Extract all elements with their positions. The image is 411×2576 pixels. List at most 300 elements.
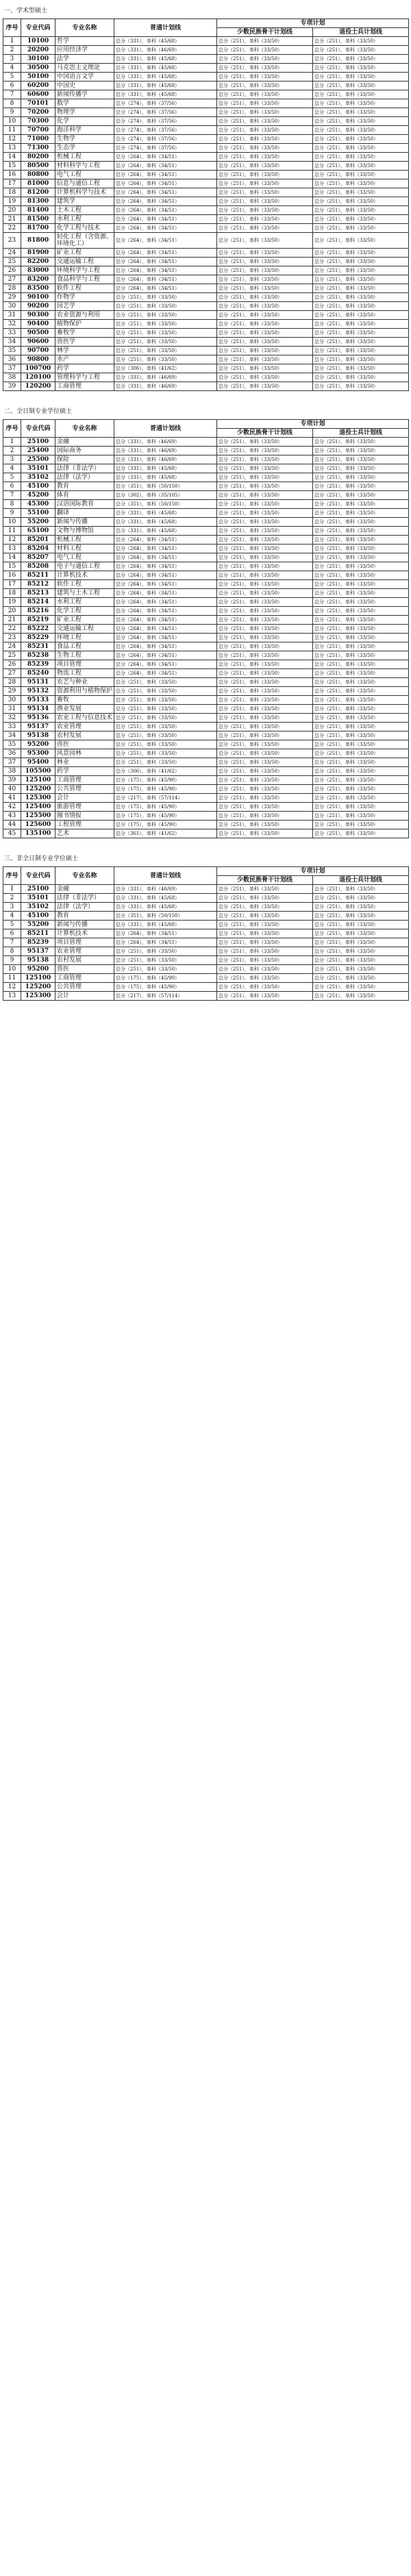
table-row	[3, 992, 409, 1001]
cell-soldier-line: 总分（251），单科（33/50）	[313, 518, 409, 527]
cell-minority-line: 总分（251），单科（33/50）	[217, 527, 313, 536]
cell-seq: 4	[3, 912, 21, 921]
cell-general-line: 总分（251），单科（33/50）	[114, 696, 217, 705]
cell-general-line: 总分（331），单科（46/69）	[114, 382, 217, 391]
cell-seq: 11	[3, 527, 21, 536]
cell-minority-line: 总分（251），单科（33/50）	[217, 965, 313, 974]
table-row	[3, 705, 409, 714]
table-row	[3, 965, 409, 974]
table-row	[3, 580, 409, 589]
table-row	[3, 482, 409, 491]
cell-minority-line: 总分（251），单科（33/50）	[217, 696, 313, 705]
cell-general-line: 总分（264），单科（34/51）	[114, 545, 217, 553]
cell-minority-line: 总分（251），单科（33/50）	[217, 233, 313, 249]
cell-soldier-line: 总分（251），单科（33/50）	[313, 108, 409, 117]
table-row	[3, 179, 409, 188]
cell-name: 中国语言文学	[55, 73, 114, 82]
table-row	[3, 144, 409, 153]
cell-name: 材料工程	[55, 545, 114, 553]
cell-name: 化学工程	[55, 607, 114, 616]
cell-name: 矿业工程	[55, 616, 114, 625]
cell-code: 55200	[21, 921, 55, 929]
cell-seq: 37	[3, 758, 21, 767]
header-code: 专业代码	[21, 867, 55, 885]
cell-name: 信息与通信工程	[55, 179, 114, 188]
cell-soldier-line: 总分（251），单科（33/50）	[313, 320, 409, 329]
cell-name: 环境科学与工程	[55, 266, 114, 275]
cell-name: 药学	[55, 767, 114, 776]
cell-seq: 24	[3, 642, 21, 651]
table-row	[3, 803, 409, 812]
cell-general-line: 总分（302），单科（35/105）	[114, 491, 217, 500]
table-row	[3, 117, 409, 126]
cell-code: 81200	[21, 188, 55, 197]
cell-seq: 26	[3, 660, 21, 669]
cell-seq: 1	[3, 885, 21, 894]
table-row	[3, 634, 409, 642]
cell-soldier-line: 总分（251），单科（33/50）	[313, 55, 409, 64]
table-row	[3, 320, 409, 329]
cell-minority-line: 总分（251），单科（33/50）	[217, 723, 313, 731]
cell-soldier-line: 总分（251），单科（33/50）	[313, 642, 409, 651]
cell-seq: 9	[3, 956, 21, 965]
cell-minority-line: 总分（251），单科（33/50）	[217, 509, 313, 518]
cell-seq: 31	[3, 311, 21, 320]
cell-seq: 42	[3, 803, 21, 812]
cell-general-line: 总分（331），单科（45/68）	[114, 527, 217, 536]
cell-general-line: 总分（264），单科（34/51）	[114, 275, 217, 284]
cell-minority-line: 总分（251），单科（33/50）	[217, 108, 313, 117]
cell-seq: 25	[3, 651, 21, 660]
cell-code: 70300	[21, 117, 55, 126]
table-row	[3, 509, 409, 518]
cell-general-line: 总分（264），单科（34/51）	[114, 660, 217, 669]
cell-seq: 17	[3, 580, 21, 589]
table-row	[3, 625, 409, 634]
cell-minority-line: 总分（251），单科（33/50）	[217, 275, 313, 284]
cell-soldier-line: 总分（251），单科（33/50）	[313, 258, 409, 266]
admission-score-table	[3, 18, 409, 391]
cell-code: 95133	[21, 696, 55, 705]
cell-name: 项目管理	[55, 938, 114, 947]
cell-soldier-line: 总分（251），单科（33/50）	[313, 553, 409, 562]
table-row	[3, 491, 409, 500]
cell-code: 125300	[21, 992, 55, 1001]
table-row	[3, 894, 409, 903]
cell-soldier-line: 总分（251），单科（33/50）	[313, 678, 409, 687]
cell-minority-line: 总分（251），单科（33/50）	[217, 197, 313, 206]
cell-name: 国际商务	[55, 447, 114, 455]
cell-minority-line: 总分（251），单科（33/50）	[217, 179, 313, 188]
cell-soldier-line: 总分（251），单科（33/50）	[313, 188, 409, 197]
cell-minority-line: 总分（251），单科（33/50）	[217, 536, 313, 545]
cell-seq: 14	[3, 553, 21, 562]
cell-code: 25400	[21, 447, 55, 455]
cell-seq: 28	[3, 284, 21, 293]
cell-seq: 4	[3, 464, 21, 473]
table-row	[3, 284, 409, 293]
cell-minority-line: 总分（251），单科（33/50）	[217, 642, 313, 651]
cell-general-line: 总分（264），单科（34/51）	[114, 284, 217, 293]
cell-name: 法律（非法学）	[55, 894, 114, 903]
cell-name: 软件工程	[55, 284, 114, 293]
cell-name: 工商管理	[55, 382, 114, 391]
cell-name: 水利工程	[55, 598, 114, 607]
cell-general-line: 总分（251），单科（33/50）	[114, 347, 217, 355]
cell-code: 81700	[21, 224, 55, 233]
cell-seq: 5	[3, 73, 21, 82]
cell-soldier-line: 总分（251），单科（33/50）	[313, 785, 409, 794]
cell-minority-line: 总分（251），单科（33/50）	[217, 364, 313, 373]
cell-minority-line: 总分（251），单科（33/50）	[217, 651, 313, 660]
cell-soldier-line: 总分（251），单科（33/50）	[313, 598, 409, 607]
cell-name: 资源利用与植物保护	[55, 687, 114, 696]
cell-code: 20200	[21, 46, 55, 55]
cell-seq: 28	[3, 678, 21, 687]
cell-seq: 31	[3, 705, 21, 714]
cell-code: 35102	[21, 473, 55, 482]
cell-name: 兽医	[55, 965, 114, 974]
cell-general-line: 总分（175），单科（45/90）	[114, 785, 217, 794]
cell-name: 旅游管理	[55, 803, 114, 812]
table-row	[3, 447, 409, 455]
cell-code: 125500	[21, 812, 55, 821]
cell-minority-line: 总分（251），单科（33/50）	[217, 616, 313, 625]
cell-minority-line: 总分（251），单科（33/50）	[217, 912, 313, 921]
cell-code: 90500	[21, 329, 55, 338]
cell-minority-line: 总分（251），单科（33/50）	[217, 347, 313, 355]
cell-code: 95137	[21, 947, 55, 956]
cell-general-line: 总分（251），单科（33/50）	[114, 338, 217, 347]
cell-soldier-line: 总分（251），单科（33/50）	[313, 455, 409, 464]
table-row	[3, 162, 409, 171]
cell-soldier-line: 总分（251），单科（33/50）	[313, 144, 409, 153]
cell-general-line: 总分（264），单科（34/51）	[114, 634, 217, 642]
cell-minority-line: 总分（251），单科（33/50）	[217, 284, 313, 293]
cell-code: 80500	[21, 162, 55, 171]
cell-seq: 16	[3, 171, 21, 179]
table-row	[3, 651, 409, 660]
cell-code: 83200	[21, 275, 55, 284]
table-row	[3, 912, 409, 921]
cell-code: 81300	[21, 197, 55, 206]
table-row	[3, 669, 409, 678]
cell-soldier-line: 总分（251），单科（33/50）	[313, 812, 409, 821]
cell-code: 85207	[21, 553, 55, 562]
cell-seq: 44	[3, 821, 21, 829]
cell-soldier-line: 总分（251），单科（33/50）	[313, 938, 409, 947]
cell-name: 生物学	[55, 135, 114, 144]
header-special-plan: 专项计划	[217, 420, 409, 429]
header-general-line: 普通计划线	[114, 867, 217, 885]
cell-minority-line: 总分（251），单科（33/50）	[217, 518, 313, 527]
cell-minority-line: 总分（251），单科（33/50）	[217, 669, 313, 678]
table-row	[3, 731, 409, 740]
cell-code: 90400	[21, 320, 55, 329]
cell-minority-line: 总分（251），单科（33/50）	[217, 812, 313, 821]
cell-minority-line: 总分（251），单科（33/50）	[217, 929, 313, 938]
cell-soldier-line: 总分（251），单科（33/50）	[313, 974, 409, 983]
table-row	[3, 135, 409, 144]
admission-score-table	[3, 866, 409, 1001]
cell-soldier-line: 总分（251），单科（33/50）	[313, 956, 409, 965]
cell-minority-line: 总分（251），单科（33/50）	[217, 266, 313, 275]
table-row	[3, 73, 409, 82]
cell-seq: 16	[3, 571, 21, 580]
cell-seq: 6	[3, 82, 21, 90]
cell-minority-line: 总分（251），单科（33/50）	[217, 373, 313, 382]
cell-minority-line: 总分（251），单科（33/50）	[217, 785, 313, 794]
table-row	[3, 206, 409, 215]
cell-general-line: 总分（251），单科（33/50）	[114, 311, 217, 320]
cell-general-line: 总分（264），单科（34/51）	[114, 249, 217, 258]
cell-name: 植物保护	[55, 320, 114, 329]
cell-name: 环境工程	[55, 634, 114, 642]
cell-name: 水利工程	[55, 215, 114, 224]
cell-code: 50100	[21, 73, 55, 82]
cell-code: 85231	[21, 642, 55, 651]
cell-code: 81400	[21, 206, 55, 215]
cell-soldier-line: 总分（251），单科（33/50）	[313, 447, 409, 455]
cell-general-line: 总分（264），单科（34/51）	[114, 607, 217, 616]
cell-code: 95131	[21, 678, 55, 687]
cell-soldier-line: 总分（251），单科（33/50）	[313, 37, 409, 46]
cell-general-line: 总分（251），单科（33/50）	[114, 723, 217, 731]
cell-soldier-line: 总分（251），单科（33/50）	[313, 885, 409, 894]
cell-general-line: 总分（351），单科（50/150）	[114, 912, 217, 921]
cell-soldier-line: 总分（251），单科（33/50）	[313, 64, 409, 73]
cell-name: 法律（法学）	[55, 903, 114, 912]
cell-minority-line: 总分（251），单科（33/50）	[217, 135, 313, 144]
table-row	[3, 338, 409, 347]
cell-code: 95200	[21, 965, 55, 974]
cell-code: 95136	[21, 714, 55, 723]
cell-code: 70101	[21, 99, 55, 108]
cell-name: 应用经济学	[55, 46, 114, 55]
cell-code: 60200	[21, 82, 55, 90]
cell-code: 25100	[21, 438, 55, 447]
cell-soldier-line: 总分（251），单科（33/50）	[313, 625, 409, 634]
cell-general-line: 总分（175），单科（45/90）	[114, 803, 217, 812]
cell-code: 85211	[21, 571, 55, 580]
cell-minority-line: 总分（251），单科（33/50）	[217, 455, 313, 464]
cell-seq: 6	[3, 482, 21, 491]
table-row	[3, 642, 409, 651]
table-row	[3, 794, 409, 803]
cell-name: 畜牧学	[55, 329, 114, 338]
cell-name: 计算机科学与技术	[55, 188, 114, 197]
cell-name: 农业管理	[55, 947, 114, 956]
cell-code: 85239	[21, 938, 55, 947]
cell-seq: 7	[3, 938, 21, 947]
cell-general-line: 总分（264），单科（34/51）	[114, 616, 217, 625]
cell-seq: 17	[3, 179, 21, 188]
cell-seq: 3	[3, 903, 21, 912]
cell-soldier-line: 总分（251），单科（33/50）	[313, 206, 409, 215]
cell-code: 60600	[21, 90, 55, 99]
cell-soldier-line: 总分（251），单科（33/50）	[313, 589, 409, 598]
cell-minority-line: 总分（251），单科（33/50）	[217, 46, 313, 55]
cell-code: 83000	[21, 266, 55, 275]
cell-code: 125400	[21, 803, 55, 812]
cell-seq: 18	[3, 589, 21, 598]
cell-general-line: 总分（264），单科（34/51）	[114, 179, 217, 188]
cell-general-line: 总分（274），单科（37/56）	[114, 126, 217, 135]
table-row	[3, 82, 409, 90]
cell-minority-line: 总分（251），单科（33/50）	[217, 491, 313, 500]
cell-seq: 39	[3, 776, 21, 785]
cell-code: 95132	[21, 687, 55, 696]
cell-soldier-line: 总分（251），单科（33/50）	[313, 714, 409, 723]
cell-soldier-line: 总分（251），单科（33/50）	[313, 821, 409, 829]
cell-minority-line: 总分（251），单科（33/50）	[217, 974, 313, 983]
cell-name: 机械工程	[55, 153, 114, 162]
cell-soldier-line: 总分（251），单科（33/50）	[313, 903, 409, 912]
cell-name: 公共管理	[55, 983, 114, 992]
cell-name: 林学	[55, 347, 114, 355]
cell-code: 25100	[21, 885, 55, 894]
cell-soldier-line: 总分（251），单科（33/50）	[313, 829, 409, 838]
cell-code: 45100	[21, 912, 55, 921]
cell-general-line: 总分（264），单科（34/51）	[114, 589, 217, 598]
table-row	[3, 275, 409, 284]
cell-general-line: 总分（264），单科（34/51）	[114, 215, 217, 224]
cell-minority-line: 总分（251），单科（33/50）	[217, 99, 313, 108]
cell-soldier-line: 总分（251），单科（33/50）	[313, 921, 409, 929]
cell-seq: 2	[3, 46, 21, 55]
cell-code: 95200	[21, 740, 55, 749]
cell-minority-line: 总分（251），单科（33/50）	[217, 55, 313, 64]
cell-code: 55200	[21, 518, 55, 527]
cell-general-line: 总分（274），单科（37/56）	[114, 135, 217, 144]
cell-soldier-line: 总分（251），单科（33/50）	[313, 696, 409, 705]
cell-seq: 34	[3, 731, 21, 740]
cell-seq: 21	[3, 215, 21, 224]
cell-name: 材料科学与工程	[55, 162, 114, 171]
cell-minority-line: 总分（251），单科（33/50）	[217, 64, 313, 73]
header-name: 专业名称	[55, 867, 114, 885]
cell-seq: 34	[3, 338, 21, 347]
cell-general-line: 总分（175），单科（45/90）	[114, 776, 217, 785]
cell-minority-line: 总分（251），单科（33/50）	[217, 302, 313, 311]
cell-minority-line: 总分（251），单科（33/50）	[217, 983, 313, 992]
cell-soldier-line: 总分（251），单科（33/50）	[313, 965, 409, 974]
cell-seq: 33	[3, 723, 21, 731]
cell-general-line: 总分（251），单科（33/50）	[114, 947, 217, 956]
cell-name: 林业	[55, 758, 114, 767]
cell-general-line: 总分（306），单科（41/62）	[114, 364, 217, 373]
cell-code: 90200	[21, 302, 55, 311]
cell-soldier-line: 总分（251），单科（33/50）	[313, 929, 409, 938]
cell-seq: 37	[3, 364, 21, 373]
table-row	[3, 598, 409, 607]
cell-soldier-line: 总分（251），单科（33/50）	[313, 293, 409, 302]
table-row	[3, 829, 409, 838]
cell-minority-line: 总分（251），单科（33/50）	[217, 188, 313, 197]
cell-code: 82200	[21, 258, 55, 266]
cell-seq: 1	[3, 37, 21, 46]
cell-code: 83500	[21, 284, 55, 293]
cell-name: 土木工程	[55, 206, 114, 215]
cell-minority-line: 总分（251），单科（33/50）	[217, 992, 313, 1001]
table-row	[3, 589, 409, 598]
cell-soldier-line: 总分（251），单科（33/50）	[313, 284, 409, 293]
cell-general-line: 总分（251），单科（33/50）	[114, 293, 217, 302]
section-title: 一、学术型硕士	[4, 8, 48, 14]
cell-name: 新闻与传播	[55, 518, 114, 527]
table-row	[3, 616, 409, 625]
cell-soldier-line: 总分（251），单科（33/50）	[313, 758, 409, 767]
cell-soldier-line: 总分（251），单科（33/50）	[313, 634, 409, 642]
cell-soldier-line: 总分（251），单科（33/50）	[313, 266, 409, 275]
cell-general-line: 总分（306），单科（41/62）	[114, 767, 217, 776]
cell-general-line: 总分（331），单科（45/68）	[114, 473, 217, 482]
cell-name: 图书情报	[55, 812, 114, 821]
cell-seq: 45	[3, 829, 21, 838]
cell-code: 95138	[21, 956, 55, 965]
cell-general-line: 总分（264），单科（34/51）	[114, 580, 217, 589]
cell-seq: 13	[3, 144, 21, 153]
cell-soldier-line: 总分（251），单科（33/50）	[313, 723, 409, 731]
cell-seq: 38	[3, 373, 21, 382]
cell-code: 71000	[21, 135, 55, 144]
cell-general-line: 总分（264），单科（34/51）	[114, 598, 217, 607]
table-row	[3, 249, 409, 258]
cell-seq: 9	[3, 108, 21, 117]
table-row	[3, 571, 409, 580]
cell-seq: 36	[3, 749, 21, 758]
table-row	[3, 660, 409, 669]
table-row	[3, 714, 409, 723]
cell-code: 90600	[21, 338, 55, 347]
cell-general-line: 总分（264），单科（34/51）	[114, 188, 217, 197]
cell-name: 翻译	[55, 509, 114, 518]
cell-soldier-line: 总分（251），单科（33/50）	[313, 179, 409, 188]
cell-name: 会计	[55, 794, 114, 803]
header-special-plan: 专项计划	[217, 19, 409, 28]
table-row	[3, 903, 409, 912]
cell-minority-line: 总分（251），单科（33/50）	[217, 634, 313, 642]
cell-soldier-line: 总分（251），单科（33/50）	[313, 894, 409, 903]
cell-general-line: 总分（175），单科（45/90）	[114, 983, 217, 992]
cell-general-line: 总分（264），单科（34/51）	[114, 651, 217, 660]
cell-code: 45300	[21, 500, 55, 509]
header-minority-line: 少数民族骨干计划线	[217, 28, 313, 37]
cell-general-line: 总分（264），单科（34/51）	[114, 266, 217, 275]
table-row	[3, 678, 409, 687]
cell-code: 85238	[21, 651, 55, 660]
cell-seq: 26	[3, 266, 21, 275]
cell-general-line: 总分（264），单科（34/51）	[114, 162, 217, 171]
cell-seq: 30	[3, 302, 21, 311]
cell-soldier-line: 总分（251），单科（33/50）	[313, 616, 409, 625]
cell-name: 水产	[55, 355, 114, 364]
table-row	[3, 518, 409, 527]
header-seq: 序号	[3, 420, 21, 438]
cell-name: 交通运输工程	[55, 258, 114, 266]
cell-seq: 3	[3, 455, 21, 464]
cell-minority-line: 总分（251），单科（33/50）	[217, 117, 313, 126]
cell-seq: 20	[3, 206, 21, 215]
cell-name: 会计	[55, 992, 114, 1001]
cell-minority-line: 总分（251），单科（33/50）	[217, 894, 313, 903]
cell-minority-line: 总分（251），单科（33/50）	[217, 171, 313, 179]
cell-soldier-line: 总分（251），单科（33/50）	[313, 438, 409, 447]
cell-name: 矿业工程	[55, 249, 114, 258]
table-row	[3, 108, 409, 117]
cell-seq: 11	[3, 126, 21, 135]
cell-code: 85222	[21, 625, 55, 634]
